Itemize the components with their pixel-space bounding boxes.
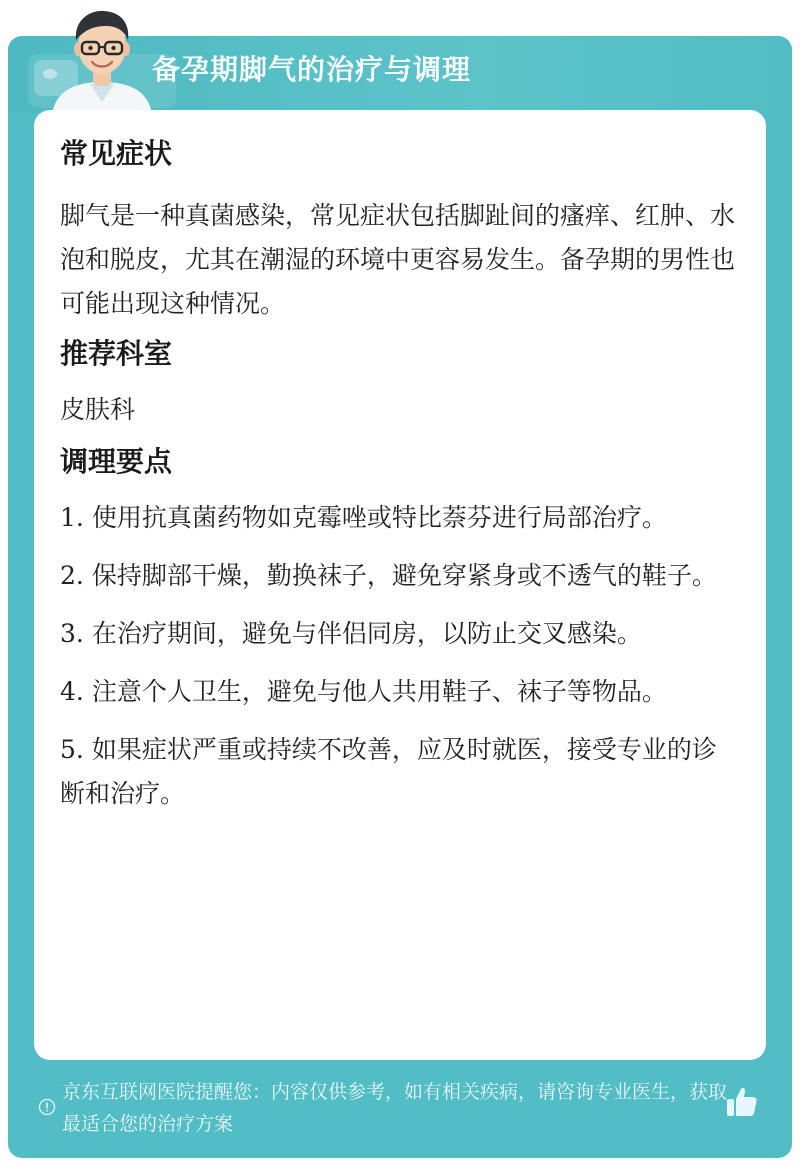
list-item bbox=[60, 554, 740, 598]
list-item-text: 注意个人卫生，避免与他人共用鞋子、袜子等物品。 bbox=[91, 677, 667, 706]
content-card bbox=[34, 110, 766, 1060]
list-item-text: 使用抗真菌药物如克霉唑或特比萘芬进行局部治疗。 bbox=[91, 503, 667, 532]
section-body: 脚气是一种真菌感染，常见症状包括脚趾间的瘙痒、红肿、水泡和脱皮，尤其在潮湿的环境中更容易发生。备孕期的男性也可能出现这种情况。 bbox=[60, 201, 736, 318]
list-item-number: 2. bbox=[60, 561, 84, 590]
list-item-number: 1. bbox=[60, 503, 84, 532]
disclaimer-text: 京东互联网医院提醒您：内容仅供参考，如有相关疾病，请咨询专业医生，获取最适合您的治疗方案 bbox=[62, 1081, 728, 1135]
thumbs-up-icon[interactable] bbox=[724, 1084, 760, 1120]
list-item bbox=[60, 670, 740, 714]
section-heading: 常见症状 bbox=[60, 137, 173, 170]
list-item-number: 5. bbox=[60, 735, 84, 764]
page-title: 备孕期脚气的治疗与调理 bbox=[152, 53, 472, 86]
list-item-text: 如果症状严重或持续不改善，应及时就医，接受专业的诊断和治疗。 bbox=[60, 735, 717, 808]
section-department bbox=[60, 334, 740, 432]
list-item-text: 保持脚部干燥，勤换袜子，避免穿紧身或不透气的鞋子。 bbox=[91, 561, 717, 590]
list-item-number: 4. bbox=[60, 677, 84, 706]
section-tips bbox=[60, 442, 740, 816]
list-item-number: 3. bbox=[60, 619, 84, 648]
section-symptoms bbox=[60, 134, 740, 326]
section-heading: 推荐科室 bbox=[60, 337, 173, 370]
list-item bbox=[60, 612, 740, 656]
section-body: 皮肤科 bbox=[60, 395, 136, 424]
doctor-avatar-icon bbox=[46, 2, 158, 114]
section-heading: 调理要点 bbox=[60, 445, 173, 478]
list-item-text: 在治疗期间，避免与伴侣同房，以防止交叉感染。 bbox=[91, 619, 642, 648]
list-item bbox=[60, 728, 740, 816]
list-item bbox=[60, 496, 740, 540]
info-icon bbox=[38, 1098, 56, 1116]
